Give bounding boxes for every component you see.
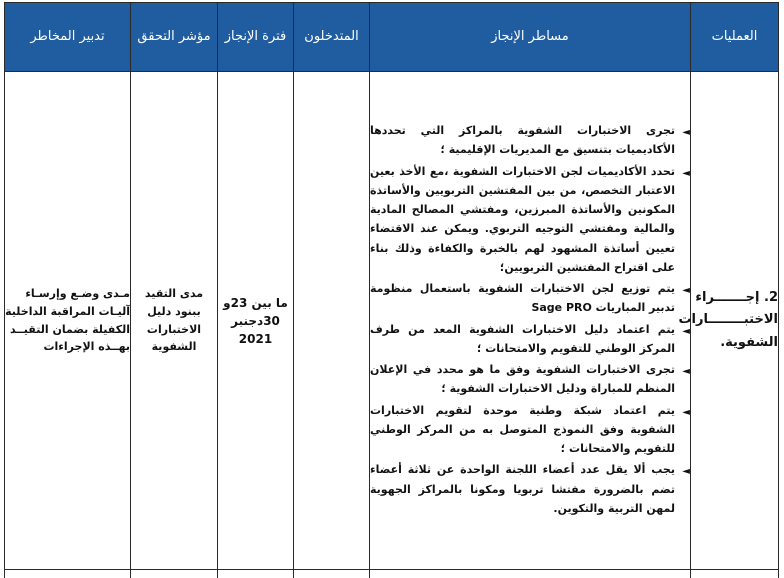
procedure-item [370, 121, 690, 160]
procedure-item [370, 401, 690, 459]
triangle-bullet-icon: ◄ [682, 325, 690, 337]
header-indicator: مؤشر التحقق [131, 3, 218, 72]
triangle-bullet-icon: ◄ [682, 167, 690, 179]
table-row-next [5, 570, 779, 578]
triangle-bullet-icon: ◄ [682, 366, 690, 377]
header-row [5, 3, 779, 72]
procedure-item [370, 320, 690, 359]
procedure-text: يتم توزيع لجن الاختبارات الشفوية باستعمال منظومة تدبير المباريات Sage PRO [370, 282, 675, 315]
triangle-bullet-icon: ◄ [682, 466, 690, 478]
procedure-item [370, 279, 690, 318]
tail-cell [691, 570, 779, 578]
procedures-list [370, 121, 690, 518]
header-procedures: مساطر الإنجاز [370, 3, 691, 72]
table-row [5, 72, 779, 570]
triangle-bullet-icon: ◄ [682, 406, 690, 418]
procedure-text: يتم اعتماد شبكة وطنية موحدة لتقويم الاختبارات الشفوية وفق النموذج المتوصل به من المركز الوطني للتقويم والامتحانات ؛ [370, 403, 675, 455]
tail-cell [131, 570, 218, 578]
participants-cell [294, 72, 370, 570]
procedure-text: تحدد الأكاديميات لجن الاختبارات الشفوية ،مع الأخذ بعين الاعتبار التخصص، من بين المفتشين التربويين والأساتذة المكونين والأساتذة المبرزين، ومفتشي المصالح المادية والمالية ومفتشي التوجيه التربوي. ويمكن عند الاقتضاء تعيين أساتذة المشهود لهم بالخبرة والكفاءة وذلك بناء على اقتراح المفتشين التربويين؛ [370, 164, 675, 274]
procedure-text: يجب ألا يقل عدد أعضاء اللجنة الواحدة عن ثلاثة أعضاء تضم بالضرورة مفتشا تربويا ومكونا بالمراكز الجهوية لمهن التربية والتكوين. [370, 463, 675, 515]
procedure-item [370, 460, 690, 518]
triangle-bullet-icon: ◄ [682, 127, 690, 138]
header-participants: المتدخلون [294, 3, 370, 72]
procedures-cell [370, 72, 691, 570]
header-period: فترة الإنجاز [218, 3, 294, 72]
header-operations: العمليات [691, 3, 779, 72]
procedure-item [370, 360, 690, 399]
period-cell: ما بين 23و 30دجنبر 2021 [218, 72, 294, 570]
procedures-table [4, 2, 779, 578]
operation-cell: 2. إجـــــــراء الاختبــــــــارات الشفوية. [691, 72, 779, 570]
procedure-text: يتم اعتماد دليل الاختبارات الشفوية المعد من طرف المركز الوطني للتقويم والامتحانات ؛ [370, 322, 675, 355]
procedure-text: تجرى الاختبارات الشفوية بالمراكز التي تحددها الأكاديميات بتنسيق مع المديريات الإقليمية ؛ [370, 124, 675, 157]
procedure-text: تجرى الاختبارات الشفوية وفق ما هو محدد في الإعلان المنظم للمباراة ودليل الاختبارات الشفوية ؛ [370, 363, 675, 396]
triangle-bullet-icon: ◄ [682, 285, 690, 296]
header-risk-management: تدبير المخاطر [5, 3, 131, 72]
tail-cell [5, 570, 131, 578]
tail-cell [294, 570, 370, 578]
tail-cell [370, 570, 691, 578]
risk-management-cell: مـدى وضـع وإرسـاء آليـات المراقبة الداخلية الكفيلة بضمان التقيــد بهــذه الإجراءات [5, 72, 131, 570]
procedure-item [370, 162, 690, 278]
tail-cell [218, 570, 294, 578]
indicator-cell: مدى التقيد ببنود دليل الاختبارات الشفوية [131, 72, 218, 570]
